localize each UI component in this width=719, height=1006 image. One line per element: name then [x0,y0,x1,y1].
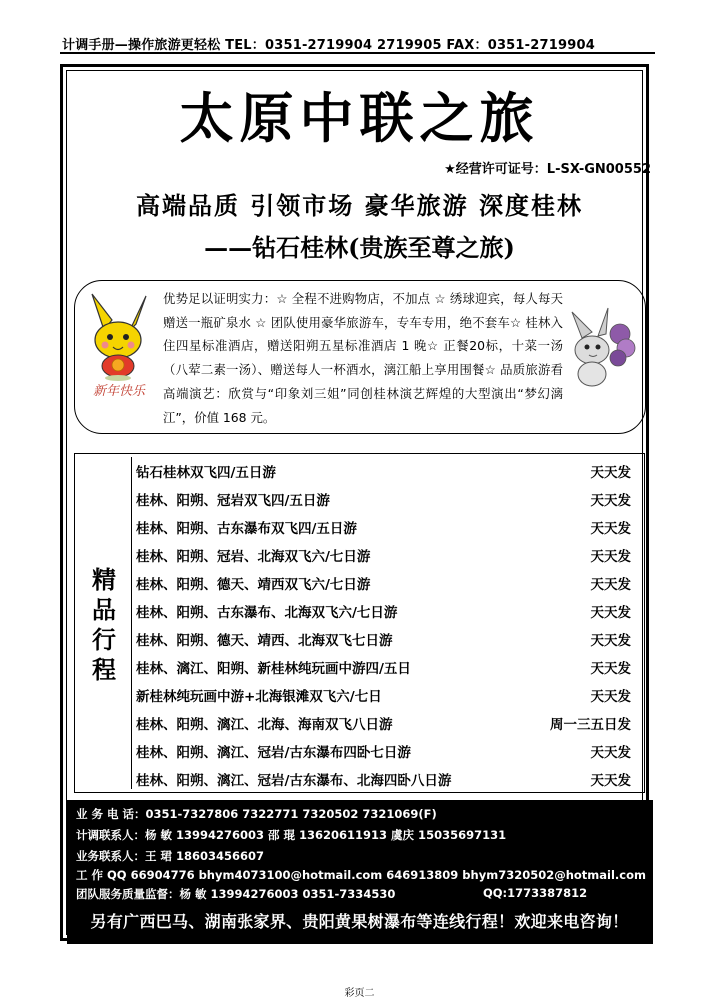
brand-title: 太原中联之旅 [179,87,540,150]
header-contact-line: 计调手册—操作旅游更轻松 TEL：0351-2719904 2719905 FAX：0351-2719904 [62,38,595,53]
work-qq: 工 作 QQ 66904776 bhym4073100@hotmail.com 646913809 bhym7320502@hotmail.com [76,868,646,882]
business-phone: 业 务 电 话：0351-7327806 7322771 7320502 7321069(F) [76,807,437,821]
route-row [136,513,631,540]
route-frequency: 天天发 [590,464,631,481]
route-row [136,765,631,792]
page-footer: 彩页二 [344,988,375,999]
route-frequency: 天天发 [590,548,631,565]
supervisor-qq: QQ:1773387812 [483,886,588,900]
route-row [136,625,631,652]
planner-contacts: 计调联系人：杨 敏 13994276003 邵 琨 13620611913 虞庆 15035697131 [76,828,507,842]
sub-slogan: ——钻石桂林(贵族至尊之旅) [204,233,515,262]
rabbit-mascot-right-icon [568,302,638,394]
features-text: 优势足以证明实力：☆ 全程不进购物店，不加点 ☆ 绣球迎宾，每人每天赠送一瓶矿泉水 ☆ 团队使用豪华旅游车，专车专用，绝不套车☆ 桂林入住四星标准酒店，赠送阳朔五星标准酒店 1 晚☆ 正餐20标，十菜一汤（八荤二素一汤）、赠送每人一杯酒水，漓江船上享用围餐☆ 品质旅游看高端演艺：欣赏与“印象刘三姐”同创桂林演艺辉煌的大型演出“梦幻漓江”，价值 168 元。 [163,291,563,425]
route-frequency: 周一三五日发 [550,716,631,733]
slogan: 高端品质 引领市场 豪华旅游 深度桂林 [135,191,584,220]
routes-label-char: 行 [92,625,116,654]
route-name: 桂林、阳朔、冠岩、北海双飞六/七日游 [136,548,371,565]
mascot-caption: 新年快乐 [92,384,145,399]
license-number: ★经营许可证号：L-SX-GN00552 [444,162,651,177]
route-row [136,681,631,708]
route-name: 桂林、阳朔、漓江、冠岩/古东瀑布、北海四卧八日游 [136,772,452,789]
route-name: 桂林、阳朔、漓江、冠岩/古东瀑布四卧七日游 [136,744,411,761]
header-divider [60,52,655,54]
routes-label [86,565,122,685]
route-frequency: 天天发 [590,576,631,593]
route-name: 桂林、阳朔、德天、靖西、北海双飞七日游 [136,632,393,649]
route-name: 桂林、阳朔、冠岩双飞四/五日游 [136,492,330,509]
route-name: 桂林、阳朔、古东瀑布、北海双飞六/七日游 [136,604,398,621]
route-row [136,457,631,484]
route-row [136,569,631,596]
route-row [136,737,631,764]
business-contact: 业务联系人：王 珺 18603456607 [76,849,265,863]
route-frequency: 天天发 [590,604,631,621]
route-name: 桂林、阳朔、漓江、北海、海南双飞八日游 [136,716,393,733]
route-name: 桂林、漓江、阳朔、新桂林纯玩画中游四/五日 [136,660,411,677]
routes-divider [131,457,132,789]
route-row [136,597,631,624]
route-frequency: 天天发 [590,772,631,789]
routes-label-char: 程 [92,655,116,684]
route-row [136,541,631,568]
route-frequency: 天天发 [590,632,631,649]
route-frequency: 天天发 [590,688,631,705]
route-row [136,485,631,512]
route-name: 桂林、阳朔、古东瀑布双飞四/五日游 [136,520,357,537]
route-frequency: 天天发 [590,744,631,761]
route-row [136,653,631,680]
quality-supervisor: 团队服务质量监督：杨 敏 13994276003 0351-7334530 [76,887,396,901]
promo-line: 另有广西巴马、湖南张家界、贵阳黄果树瀑布等连线行程！欢迎来电咨询！ [90,912,629,931]
route-frequency: 天天发 [590,660,631,677]
route-name: 钻石桂林双飞四/五日游 [136,464,276,481]
route-name: 桂林、阳朔、德天、靖西双飞六/七日游 [136,576,371,593]
route-frequency: 天天发 [590,492,631,509]
route-row [136,709,631,736]
route-frequency: 天天发 [590,520,631,537]
route-name: 新桂林纯玩画中游+北海银滩双飞六/七日 [136,688,382,705]
routes-label-char: 精 [92,565,116,594]
routes-label-char: 品 [92,595,116,624]
